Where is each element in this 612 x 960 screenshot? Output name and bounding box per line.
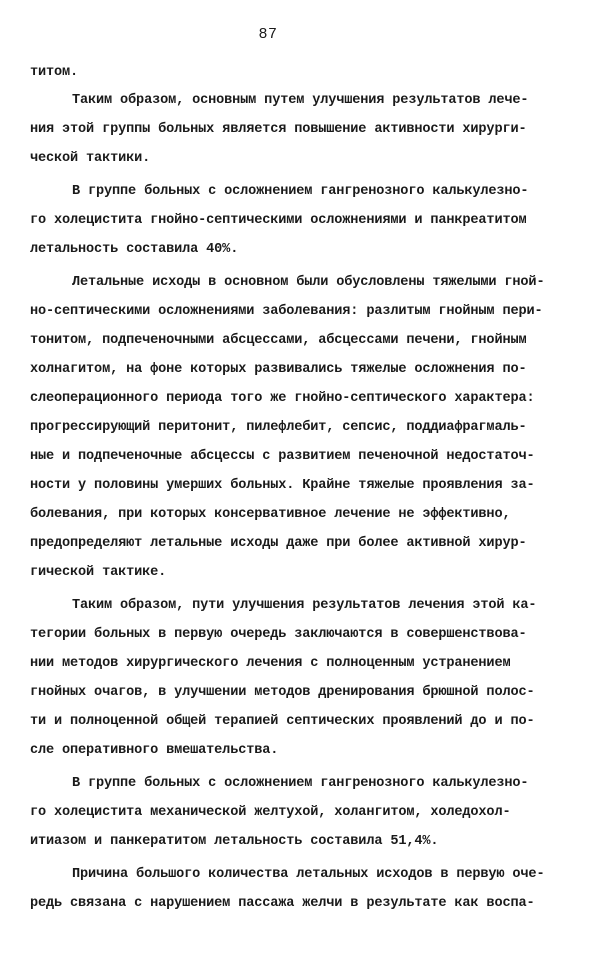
text-line: Таким образом, пути улучшения результатов лечения этой ка- xyxy=(72,598,537,613)
text-line: В группе больных с осложнением гангренозного калькулезно- xyxy=(72,776,529,791)
text-line: титом. xyxy=(30,65,79,80)
text-line: В группе больных с осложнением гангренозного калькулезно- xyxy=(72,184,529,199)
text-line: Летальные исходы в основном были обусловлены тяжелыми гной- xyxy=(72,275,545,290)
text-line: тонитом, подпеченочными абсцессами, абсцессами печени, гнойным xyxy=(30,333,527,348)
text-line: нии методов хирургического лечения с полноценным устранением xyxy=(30,656,511,671)
page-number: 87 xyxy=(258,26,278,43)
text-line: ния этой группы больных является повышение активности хирурги- xyxy=(30,122,527,137)
text-line: прогрессирующий перитонит, пилефлебит, сепсис, поддиафрагмаль- xyxy=(30,420,527,435)
text-line: ческой тактики. xyxy=(30,151,151,166)
text-line: но-септическими осложнениями заболевания: разлитым гнойным пери- xyxy=(30,304,543,319)
text-line: го холецистита механической желтухой, холангитом, холедохол- xyxy=(30,805,511,820)
text-line: ности у половины умерших больных. Крайне тяжелые проявления за- xyxy=(30,478,535,493)
text-line: сле оперативного вмешательства. xyxy=(30,743,279,758)
text-line: гнойных очагов, в улучшении методов дренирования брюшной полос- xyxy=(30,685,535,700)
text-line: предопределяют летальные исходы даже при более активной хирур- xyxy=(30,536,527,551)
text-line: редь связана с нарушением пассажа желчи в результате как воспа- xyxy=(30,896,535,911)
text-line: гической тактике. xyxy=(30,565,167,580)
text-line: ные и подпеченочные абсцессы с развитием печеночной недостаточ- xyxy=(30,449,535,464)
text-line: летальность составила 40%. xyxy=(30,242,239,257)
text-line: Таким образом, основным путем улучшения результатов лече- xyxy=(72,93,529,108)
text-line: итиазом и панкератитом летальность составила 51,4%. xyxy=(30,834,439,849)
text-line: болевания, при которых консервативное лечение не эффективно, xyxy=(30,507,511,522)
text-line: тегории больных в первую очередь заключаются в совершенствова- xyxy=(30,627,527,642)
text-line: холнагитом, на фоне которых развивались тяжелые осложнения по- xyxy=(30,362,527,377)
text-line: Причина большого количества летальных исходов в первую оче- xyxy=(72,867,545,882)
text-line: слеоперационного периода того же гнойно-септического характера: xyxy=(30,391,535,406)
text-line: го холецистита гнойно-септическими осложнениями и панкреатитом xyxy=(30,213,527,228)
text-line: ти и полноценной общей терапией септических проявлений до и по- xyxy=(30,714,535,729)
